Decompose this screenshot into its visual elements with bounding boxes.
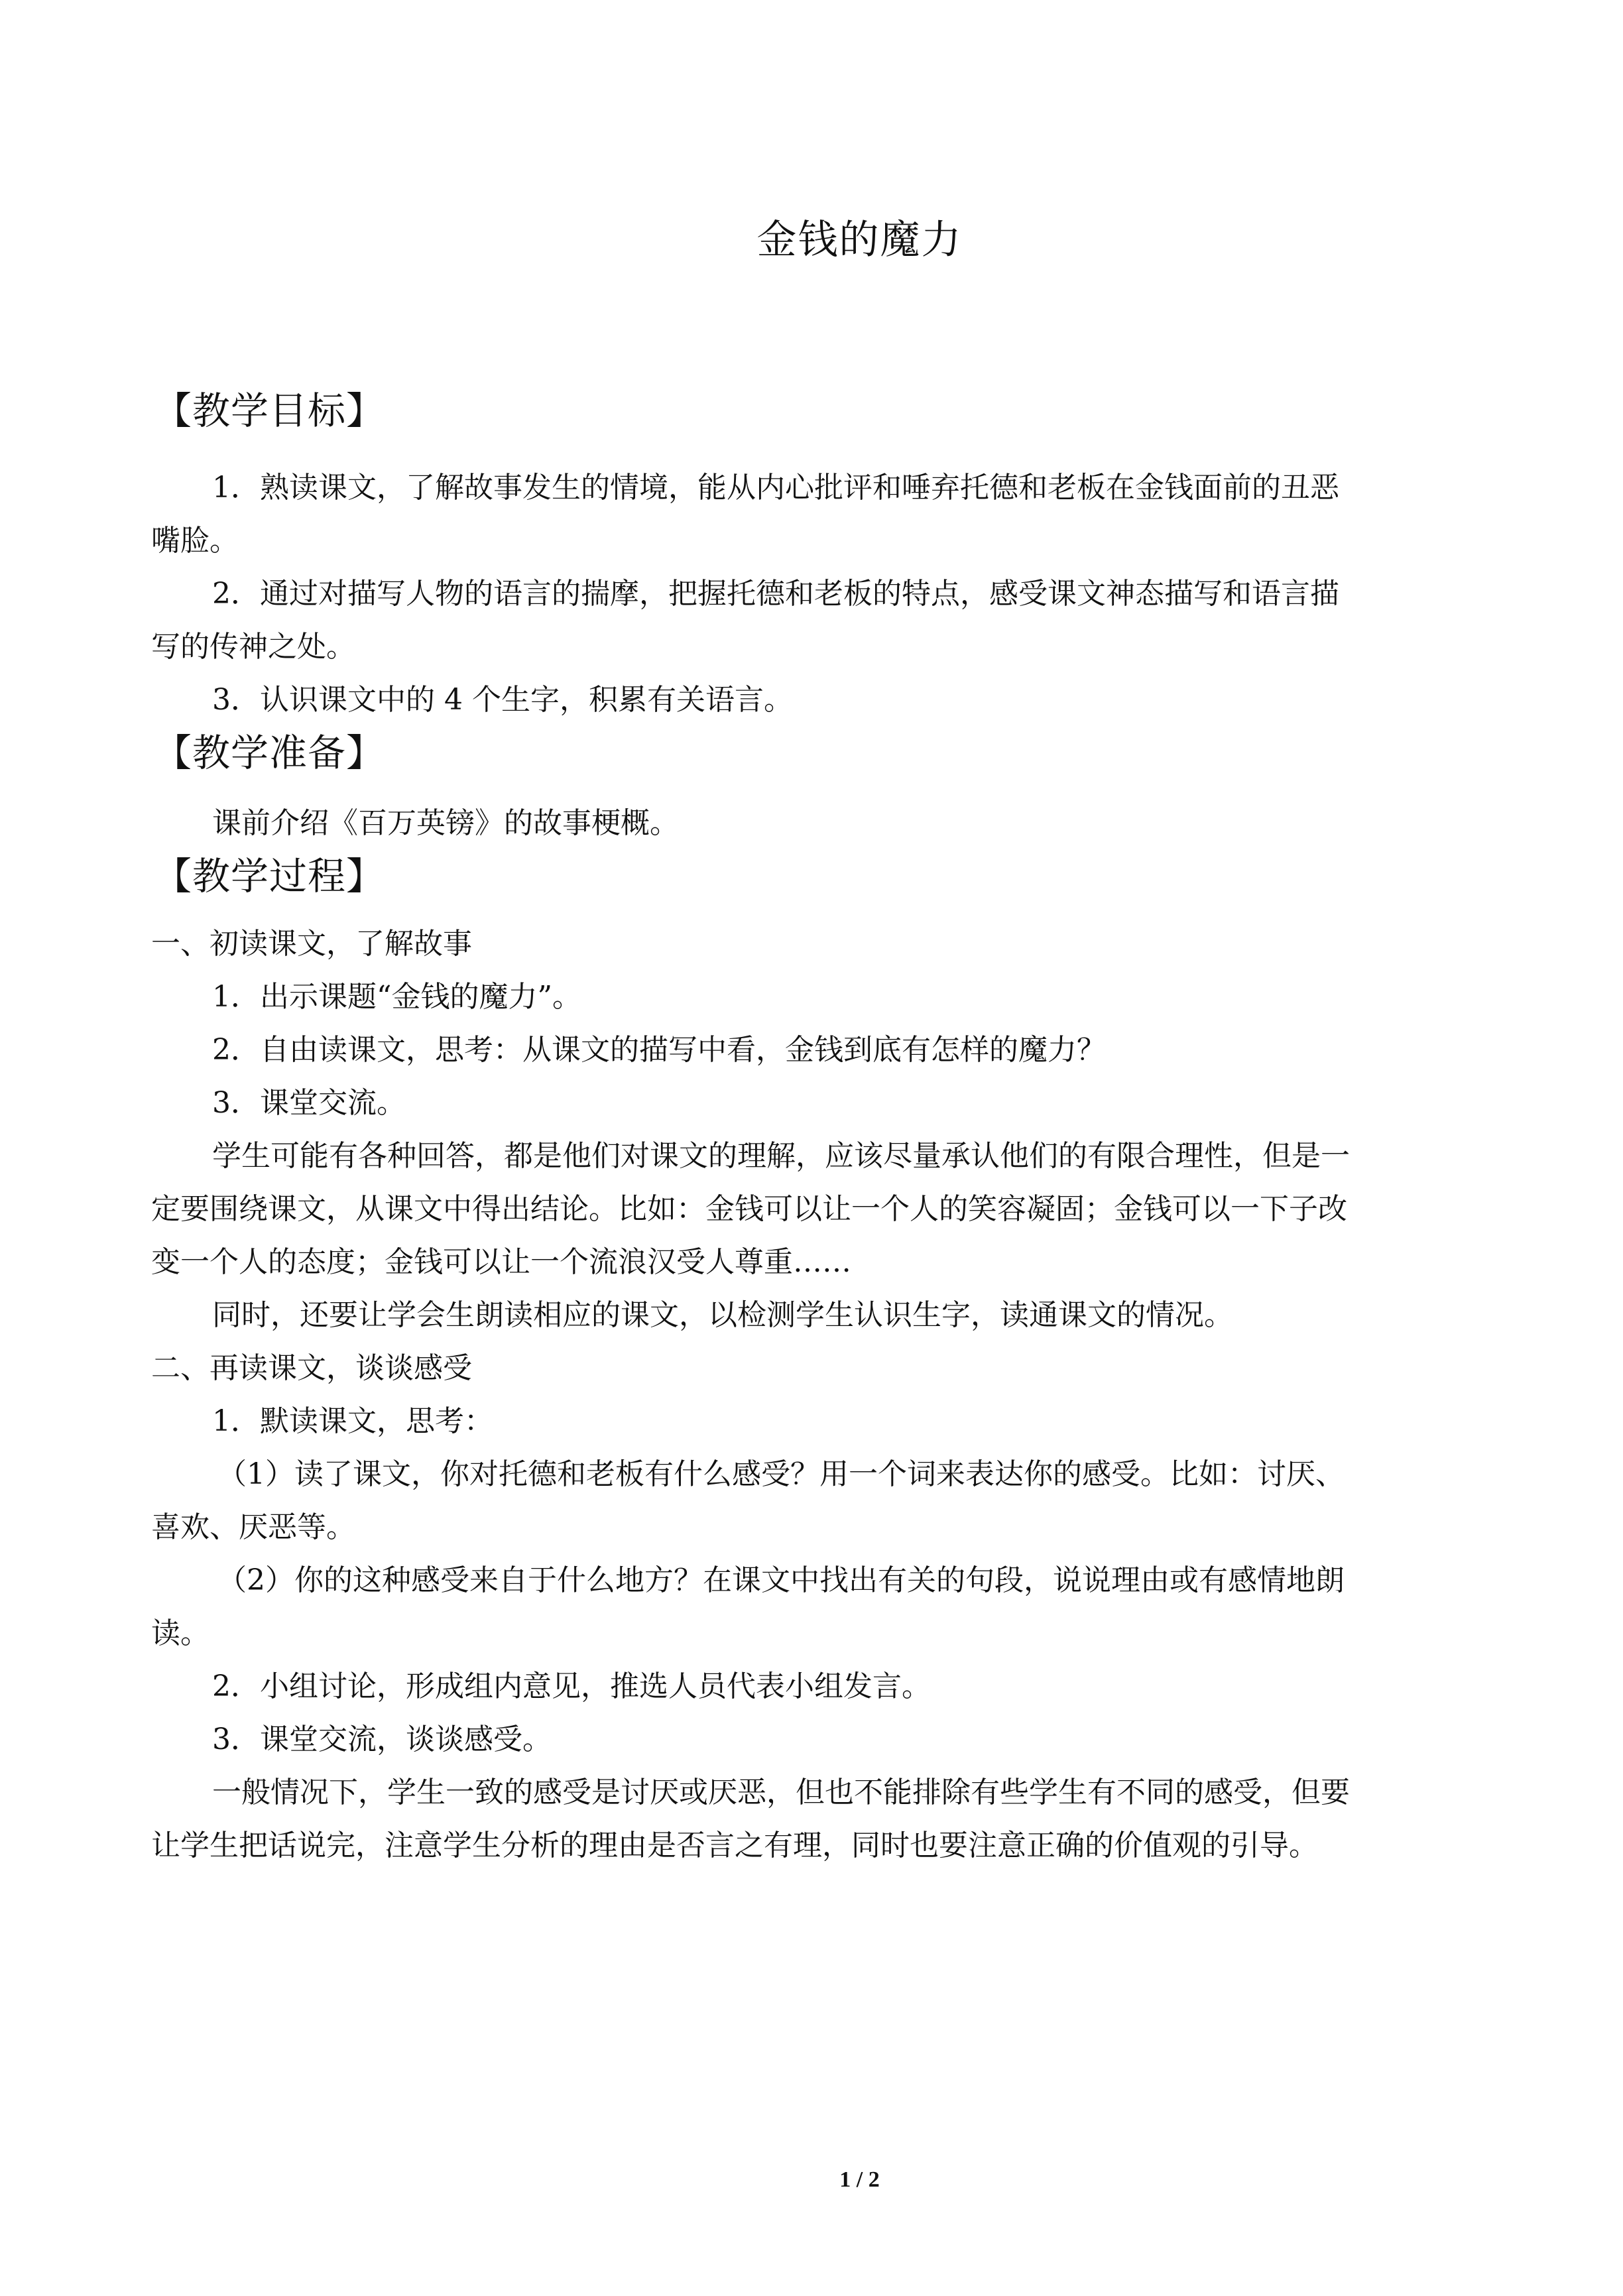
process-part-2-step-3: 3．课堂交流，谈谈感受。 <box>212 1722 552 1756</box>
section-heading-objectives: 【教学目标】 <box>154 389 385 433</box>
step-1: 1．出示课题“金钱的魔力”。 <box>212 980 581 1014</box>
section-heading-preparation: 【教学准备】 <box>154 731 385 775</box>
step-2: 2．自由读课文，思考：从课文的描写中看，金钱到底有怎样的魔力？ <box>212 1033 1106 1067</box>
step-3: 3．课堂交流。 <box>212 1086 406 1120</box>
process-part-1-title: 一、初读课文，了解故事 <box>151 927 472 961</box>
objective-item-2: 2．通过对描写人物的语言的揣摩，把握托德和老板的特点，感受课文神态描写和语言描 写的传神之处。 <box>151 577 1339 664</box>
section-heading-process: 【教学过程】 <box>154 855 385 898</box>
document-body <box>151 385 1490 1872</box>
process-part-2-step-2: 2．小组讨论，形成组内意见，推选人员代表小组发言。 <box>212 1669 931 1703</box>
process-part-1-paragraph-1: 学生可能有各种回答，都是他们对课文的理解，应该尽量承认他们的有限合理性，但是一 定要围绕课文，从课文中得出结论。比如：金钱可以让一个人的笑容凝固；金钱可以一下子改 变一个人的态度；金钱可以让一个流浪汉受人尊重…… <box>151 1139 1350 1279</box>
process-part-1-paragraph-2: 同时，还要让学会生朗读相应的课文，以检测学生认识生字，读通课文的情况。 <box>212 1298 1233 1332</box>
process-part-2-paragraph: 一般情况下，学生一致的感受是讨厌或厌恶，但也不能排除有些学生有不同的感受，但要 让学生把话说完，注意学生分析的理由是否言之有理，同时也要注意正确的价值观的引导。 <box>151 1776 1350 1862</box>
process-part-2-step-1: 1．默读课文，思考： <box>212 1404 493 1438</box>
preparation-text: 课前介绍《百万英镑》的故事梗概。 <box>212 806 679 840</box>
objective-item-3: 3．认识课文中的 4 个生字，积累有关语言。 <box>212 683 793 717</box>
process-part-2-question-1: （1）读了课文，你对托德和老板有什么感受？用一个词来表达你的感受。比如：讨厌、 喜欢、厌恶等。 <box>151 1457 1345 1544</box>
document-title: 金钱的魔力 <box>756 217 963 263</box>
process-part-1-steps <box>151 971 1490 1130</box>
page-number: 1 / 2 <box>839 2167 880 2192</box>
process-part-2-question-2: （2）你的这种感受来自于什么地方？在课文中找出有关的句段，说说理由或有感情地朗 读。 <box>151 1563 1345 1650</box>
process-part-2-title: 二、再读课文，谈谈感受 <box>151 1351 472 1385</box>
objective-item-1: 1．熟读课文，了解故事发生的情境，能从内心批评和唾弃托德和老板在金钱面前的丑恶 嘴脸。 <box>151 471 1339 558</box>
